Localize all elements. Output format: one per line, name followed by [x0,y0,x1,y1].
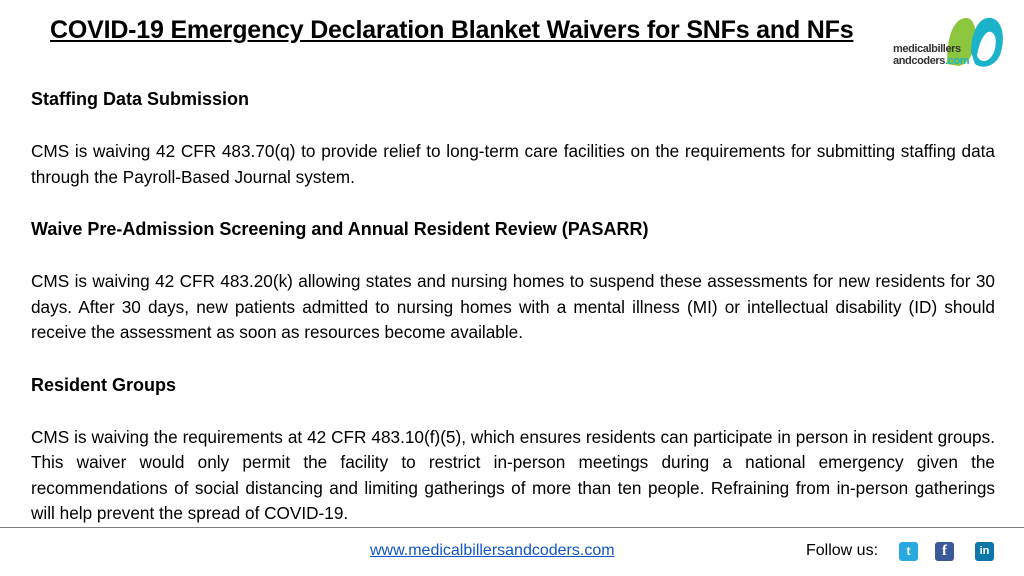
company-logo[interactable] [893,12,1013,72]
twitter-icon[interactable]: t [899,542,918,561]
page-title: COVID-19 Emergency Declaration Blanket Waivers for SNFs and NFs [50,16,854,44]
follow-us-label: Follow us: [806,542,879,559]
section-body-resident-groups: CMS is waiving the requirements at 42 CFR 483.10(f)(5), which ensures residents can participate in person in resident groups. This waiver would only permit the facility to restrict in-person meetings during a national emergency given the recommendations of social distancing and limiting gatherings of more than ten people. Refraining from in-person gatherings will help prevent the spread of COVID-19. [31,426,995,523]
website-link[interactable]: www.medicalbillersandcoders.com [370,542,615,559]
footer-divider [0,527,1024,528]
logo-text-line2: andcoders.com [893,55,970,67]
section-heading-resident-groups: Resident Groups [31,374,177,395]
linkedin-icon[interactable]: in [975,542,994,561]
section-body-staffing: CMS is waiving 42 CFR 483.70(q) to provide relief to long-term care facilities on the requirements for submitting staffing data through the Payroll-Based Journal system. [31,141,995,187]
main-content [31,86,995,527]
section-heading-staffing: Staffing Data Submission [31,89,250,109]
logo-text-line1: medicalbillers [893,43,961,55]
facebook-icon[interactable]: f [935,542,954,561]
section-heading-pasarr: Waive Pre-Admission Screening and Annual Resident Review (PASARR) [31,219,649,239]
section-body-pasarr: CMS is waiving 42 CFR 483.20(k) allowing states and nursing homes to suspend these assessments for new residents for 30 days. After 30 days, new patients admitted to nursing homes with a mental illness (MI) or intellectual disability (ID) should receive the assessment as soon as resources become available. [31,271,995,342]
